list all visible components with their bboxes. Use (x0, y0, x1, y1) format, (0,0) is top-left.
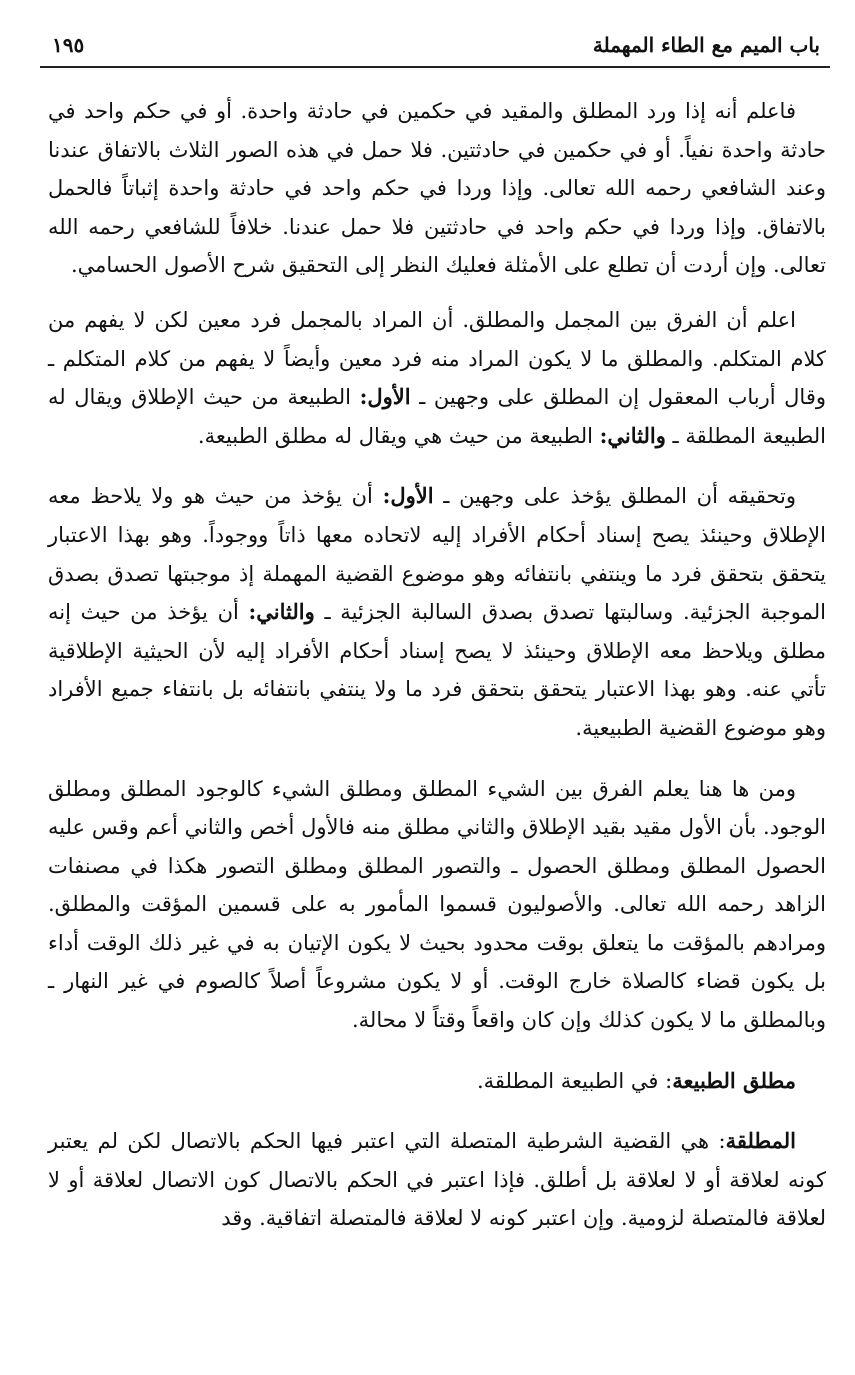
entry-headword: المطلقة (725, 1128, 796, 1154)
page-number: ١٩٥ (52, 33, 85, 57)
paragraph-4 (48, 770, 826, 1040)
running-header (52, 26, 820, 64)
paragraph-1 (48, 92, 826, 285)
paragraph-text: أن يؤخذ من حيث هو ولا يلاحظ معه الإطلاق وحينئذ يصح إسناد أحكام الأفراد إليه لاتحاده معها ذاتاً ووجوداً. وهو بهذا الاعتبار يتحقق بتحقق فرد ما وينتفي بانتفائه وهو موضوع القضية المهملة إذ موجبتها تصدق بصدق الموجبة الجزئية. وسالبتها تصدق بصدق السالبة الجزئية ـ (48, 484, 826, 625)
entry-definition: : هي القضية الشرطية المتصلة التي اعتبر فيها الحكم بالاتصال لكن لم يعتبر كونه لعلاقة أو لا لعلاقة بل أطلق. فإذا اعتبر في الحكم بالاتصال كون الاتصال لعلاقة أو لا لعلاقة فالمتصلة لزومية. وإن اعتبر كونه لا لعلاقة فالمتصلة اتفاقية. وقد (48, 1129, 826, 1231)
entry-mutlaq-al-tabia (48, 1062, 826, 1101)
paragraph-text: أن يؤخذ من حيث إنه مطلق ويلاحظ معه الإطلاق وحينئذ لا يصح إسناد أحكام الأفراد إليه لأن الحيثية الإطلاقية تأتي عنه. وهو بهذا الاعتبار يتحقق بتحقق فرد ما ولا ينتفي بانتفائه بل بانتفاء جميع الأفراد وهو موضوع القضية الطبيعية. (48, 600, 826, 740)
paragraph-text: وتحقيقه أن المطلق يؤخذ على وجهين ـ (433, 484, 796, 509)
entry-headword: مطلق الطبيعة (672, 1067, 796, 1093)
bold-term-first: الأول: (382, 483, 434, 509)
bold-term-second: والثاني: (599, 422, 666, 448)
page-body (48, 92, 826, 1260)
header-divider (40, 66, 830, 68)
paragraph-text: ومن ها هنا يعلم الفرق بين الشيء المطلق ومطلق الشيء كالوجود المطلق ومطلق الوجود. بأن الأول مقيد بقيد الإطلاق والثاني مطلق منه فالأول أخص والثاني أعم وقس عليه الحصول المطلق ومطلق الحصول ـ والتصور المطلق ومطلق التصور هكذا في مصنفات الزاهد رحمه الله تعالى. والأصوليون قسموا المأمور به على قسمين المؤقت والمطلق. ومرادهم بالمؤقت ما يتعلق بوقت محدود بحيث لا يكون الإتيان به في غير ذلك الوقت أداء بل يكون قضاء كالصلاة خارج الوقت. أو لا يكون مشروعاً أصلاً كالصوم في غير النهار ـ وبالمطلق ما لا يكون كذلك وإن كان واقعاً وقتاً لا محالة. (48, 776, 826, 1033)
bold-term-second: والثاني: (248, 599, 315, 625)
paragraph-text: الطبيعة من حيث هي ويقال له مطلق الطبيعة. (197, 423, 600, 448)
chapter-title: باب الميم مع الطاء المهملة (592, 33, 820, 57)
paragraph-2 (48, 301, 826, 455)
paragraph-text: اعلم أن الفرق بين المجمل والمطلق. أن المراد بالمجمل فرد معين لكن لا يفهم من كلام المتكلم. والمطلق ما لا يكون المراد منه فرد معين وأيضاً لا يفهم من كلام المتكلم ـ وقال أرباب المعقول إن المطلق على وجهين ـ (48, 307, 826, 410)
entry-al-mutlaqa (48, 1122, 826, 1238)
bold-term-first: الأول: (359, 384, 411, 410)
paragraph-text: فاعلم أنه إذا ورد المطلق والمقيد في حكمين في حادثة واحدة. أو في حكم واحد في حادثة واحدة نفياً. أو في حكمين في حادثتين. فلا حمل في هذه الصور الثلاث بالاتفاق عندنا وعند الشافعي رحمه الله تعالى. وإذا وردا في حكم واحد في حادثة واحدة إثباتاً فالحمل بالاتفاق. وإذا وردا في حكم واحد في حادثتين فلا حمل عندنا. خلافاً للشافعي رحمه الله تعالى. وإن أردت أن تطلع على الأمثلة فعليك النظر إلى التحقيق شرح الأصول الحسامي. (48, 99, 826, 278)
entry-definition: : في الطبيعة المطلقة. (476, 1068, 673, 1093)
paragraph-3 (48, 477, 826, 747)
paragraph-text: الطبيعة من حيث الإطلاق ويقال له الطبيعة المطلقة ـ (48, 385, 826, 448)
